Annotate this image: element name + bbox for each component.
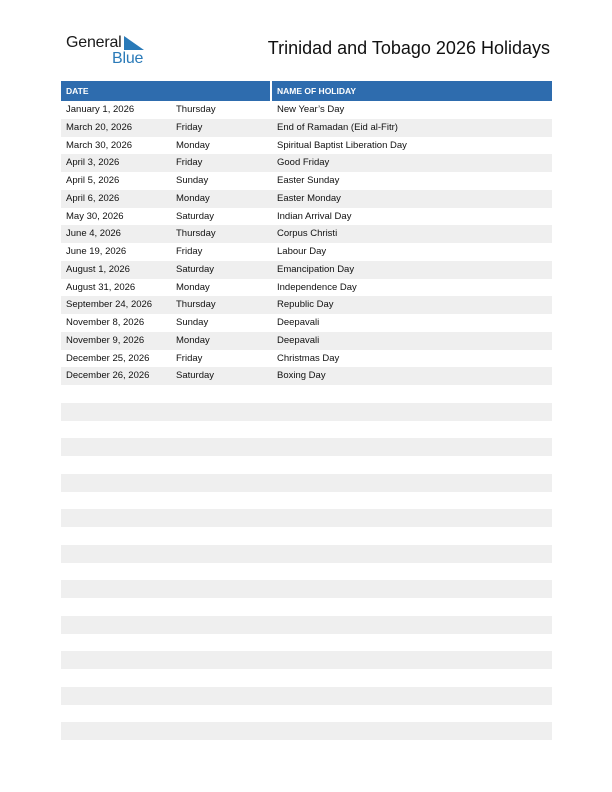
empty-table-row (61, 492, 552, 510)
weekday-cell: Sunday (176, 175, 209, 186)
empty-table-row (61, 651, 552, 669)
empty-table-row (61, 456, 552, 474)
table-header (61, 81, 552, 101)
holiday-name-cell: New Year’s Day (277, 104, 345, 115)
holiday-name-cell: Corpus Christi (277, 228, 338, 240)
holiday-name-cell: Independence Day (277, 281, 357, 293)
date-cell: May 30, 2026 (66, 210, 124, 222)
empty-table-row (61, 616, 552, 634)
empty-table-row (61, 403, 552, 421)
table-row (61, 296, 552, 314)
logo-triangle-icon (124, 36, 144, 50)
date-cell: August 31, 2026 (66, 281, 136, 293)
date-cell: June 19, 2026 (66, 246, 127, 257)
table-row (61, 119, 552, 137)
weekday-cell: Monday (176, 139, 210, 151)
weekday-cell: Sunday (176, 317, 209, 328)
weekday-cell: Thursday (176, 104, 216, 115)
table-row (61, 154, 552, 172)
holiday-name-cell: Deepavali (277, 317, 320, 328)
date-cell: August 1, 2026 (66, 263, 130, 275)
empty-table-row (61, 421, 552, 439)
date-cell: April 5, 2026 (66, 175, 120, 186)
page-title: Trinidad and Tobago 2026 Holidays (267, 38, 550, 58)
empty-table-row (61, 722, 552, 740)
header-holiday-name: NAME OF HOLIDAY (277, 86, 357, 96)
empty-table-row (61, 474, 552, 492)
empty-table-row (61, 527, 552, 545)
holiday-name-cell: Spiritual Baptist Liberation Day (277, 139, 407, 151)
empty-table-row (61, 598, 552, 616)
empty-table-row (61, 385, 552, 403)
weekday-cell: Monday (176, 192, 210, 204)
header-divider (270, 81, 272, 101)
date-cell: June 4, 2026 (66, 228, 121, 240)
date-cell: December 25, 2026 (66, 352, 150, 364)
date-cell: March 20, 2026 (66, 121, 133, 133)
empty-table-row (61, 545, 552, 563)
weekday-cell: Monday (176, 281, 210, 293)
weekday-cell: Saturday (176, 263, 215, 275)
empty-table-row (61, 687, 552, 705)
holiday-name-cell: Easter Monday (277, 192, 341, 204)
table-row (61, 367, 552, 385)
table-row (61, 172, 552, 190)
holiday-name-cell: Boxing Day (277, 370, 326, 382)
empty-table-row (61, 438, 552, 456)
weekday-cell: Friday (176, 121, 203, 133)
table-row (61, 190, 552, 208)
holiday-name-cell: Emancipation Day (277, 263, 355, 275)
weekday-cell: Monday (176, 334, 210, 346)
holiday-name-cell: End of Ramadan (Eid al-Fitr) (277, 121, 398, 133)
table-row (61, 261, 552, 279)
table-row (61, 279, 552, 297)
date-cell: March 30, 2026 (66, 139, 133, 151)
empty-table-row (61, 705, 552, 723)
table-row (61, 332, 552, 350)
weekday-cell: Friday (176, 246, 203, 257)
table-row (61, 208, 552, 226)
table-body (61, 101, 552, 740)
weekday-cell: Friday (176, 352, 203, 364)
holiday-name-cell: Indian Arrival Day (277, 210, 352, 222)
date-cell: April 3, 2026 (66, 157, 120, 169)
holiday-name-cell: Labour Day (277, 246, 327, 257)
table-row (61, 225, 552, 243)
holiday-name-cell: Republic Day (277, 299, 334, 311)
date-cell: December 26, 2026 (66, 370, 150, 382)
holiday-name-cell: Good Friday (277, 157, 330, 169)
table-row (61, 314, 552, 332)
date-cell: November 8, 2026 (66, 317, 145, 328)
date-cell: January 1, 2026 (66, 104, 135, 115)
weekday-cell: Saturday (176, 370, 215, 382)
date-cell: November 9, 2026 (66, 334, 145, 346)
holiday-name-cell: Easter Sunday (277, 175, 340, 186)
table-row (61, 243, 552, 261)
date-cell: September 24, 2026 (66, 299, 153, 311)
header-date: DATE (66, 86, 89, 96)
weekday-cell: Friday (176, 157, 203, 169)
weekday-cell: Thursday (176, 228, 216, 240)
empty-table-row (61, 634, 552, 652)
empty-table-row (61, 509, 552, 527)
logo-text-blue: Blue (112, 50, 144, 67)
empty-table-row (61, 563, 552, 581)
table-row (61, 350, 552, 368)
date-cell: April 6, 2026 (66, 192, 120, 204)
holiday-table (61, 81, 552, 740)
holiday-name-cell: Deepavali (277, 334, 320, 346)
weekday-cell: Saturday (176, 210, 215, 222)
weekday-cell: Thursday (176, 299, 216, 311)
generalblue-logo (66, 34, 156, 70)
holiday-name-cell: Christmas Day (277, 352, 340, 364)
table-row (61, 137, 552, 155)
empty-table-row (61, 669, 552, 687)
table-row (61, 101, 552, 119)
empty-table-row (61, 580, 552, 598)
logo-text-general: General (66, 34, 122, 51)
